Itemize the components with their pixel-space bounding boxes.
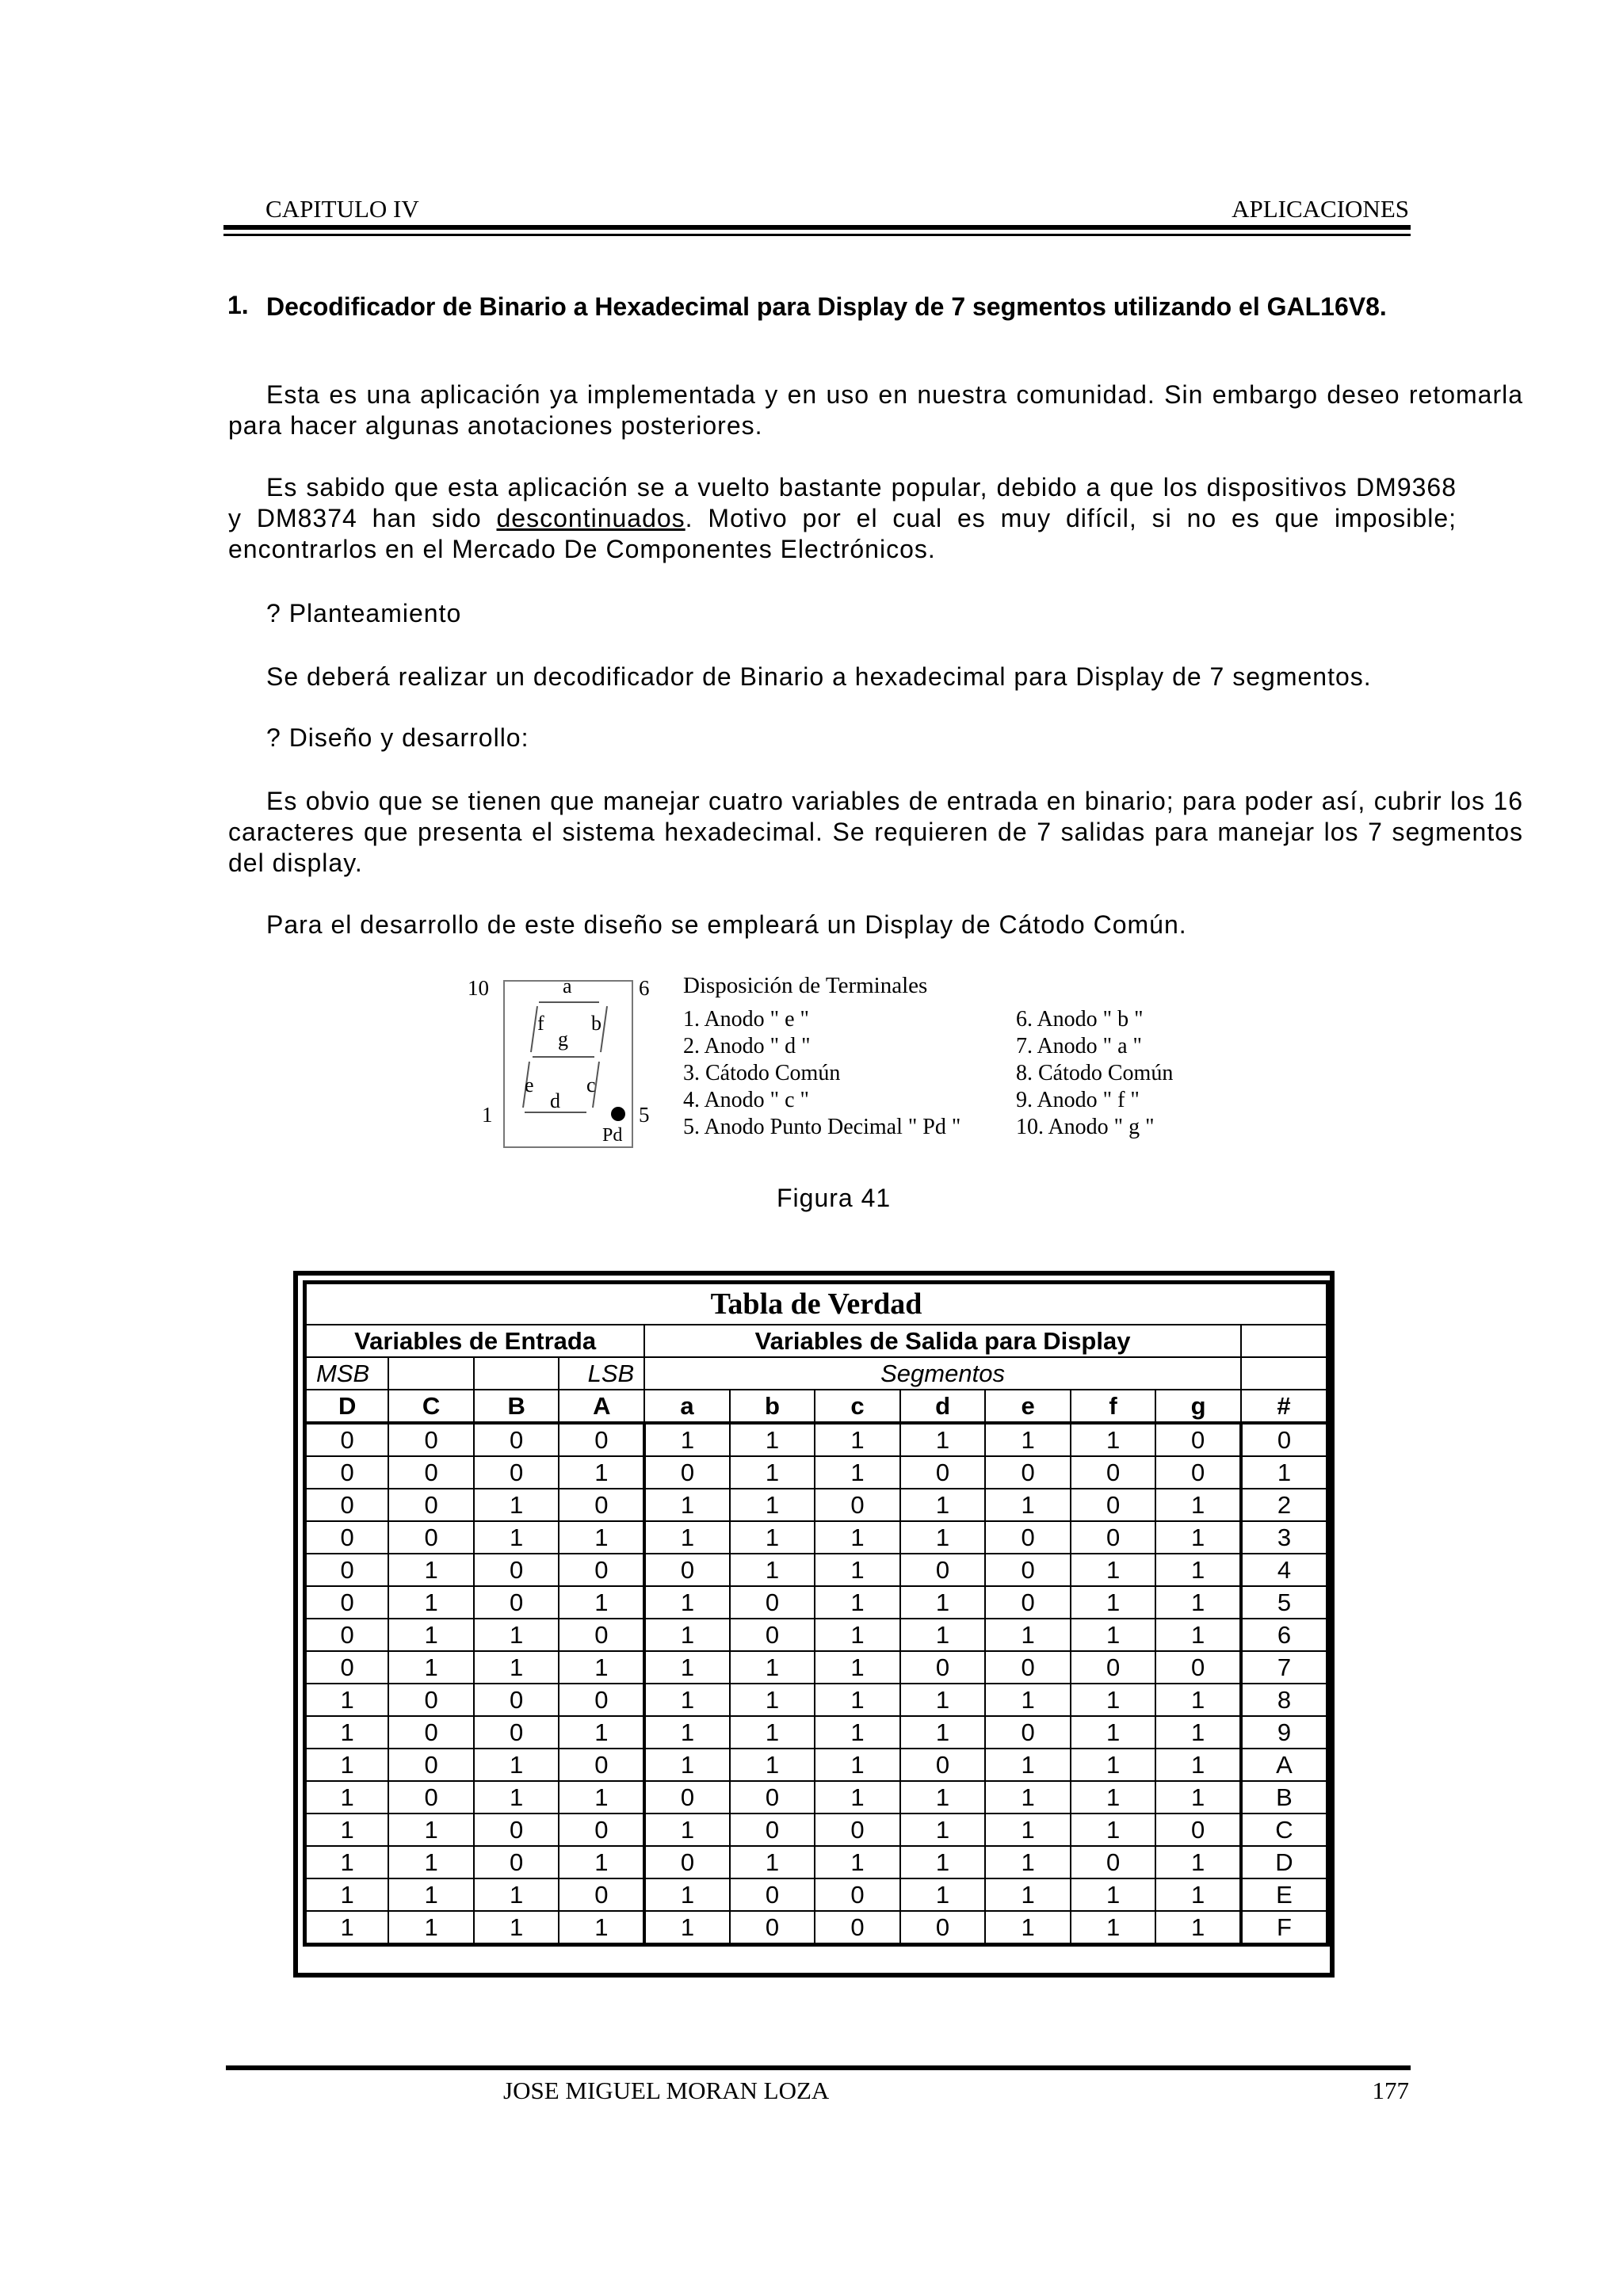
table-cell: 1 (559, 1651, 644, 1684)
underlined-word: descontinuados (496, 504, 685, 532)
table-cell: 0 (1071, 1846, 1156, 1878)
table-row (305, 1716, 1328, 1749)
table-cell: 1 (730, 1749, 815, 1781)
table-cell: 1 (1241, 1456, 1328, 1489)
table-cell: 1 (559, 1456, 644, 1489)
figure-caption: Figura 41 (777, 1184, 892, 1212)
table-cell: 7 (1241, 1651, 1328, 1684)
column-header: C (388, 1390, 474, 1423)
seg-label-e: e (525, 1074, 534, 1097)
table-cell: 1 (559, 1846, 644, 1878)
table-cell: 1 (900, 1521, 986, 1554)
table-cell: 1 (1155, 1716, 1241, 1749)
seg-label-f: f (537, 1012, 544, 1035)
table-cell: 1 (388, 1586, 474, 1619)
header-chapter: CAPITULO IV (265, 195, 419, 223)
table-cell: 1 (1071, 1554, 1156, 1586)
table-cell: 1 (815, 1781, 900, 1814)
blank-header-cell (1241, 1325, 1328, 1357)
table-cell: 0 (474, 1846, 559, 1878)
table-cell: 1 (388, 1814, 474, 1846)
table-cell: 0 (1071, 1456, 1156, 1489)
table-cell: 1 (730, 1554, 815, 1586)
table-cell: 0 (900, 1456, 986, 1489)
table-cell: 1 (985, 1814, 1071, 1846)
table-cell: 1 (474, 1911, 559, 1945)
table-cell: 1 (1155, 1911, 1241, 1945)
column-header: g (1155, 1390, 1241, 1423)
table-row (305, 1619, 1328, 1651)
table-cell: 1 (305, 1911, 389, 1945)
table-cell: 1 (815, 1749, 900, 1781)
table-cell: 1 (388, 1911, 474, 1945)
table-cell: 0 (1155, 1651, 1241, 1684)
table-cell: 1 (305, 1684, 389, 1716)
input-group-header: Variables de Entrada (305, 1325, 645, 1357)
table-cell: 1 (644, 1878, 730, 1911)
column-header: B (474, 1390, 559, 1423)
decimal-point (611, 1107, 625, 1121)
table-cell: 0 (559, 1684, 644, 1716)
table-cell: 0 (644, 1456, 730, 1489)
table-cell: 1 (730, 1651, 815, 1684)
msb-label: MSB (305, 1357, 389, 1390)
table-cell: 1 (1155, 1846, 1241, 1878)
table-title: Tabla de Verdad (305, 1283, 1328, 1325)
table-cell: F (1241, 1911, 1328, 1945)
table-row (305, 1749, 1328, 1781)
segments-label: Segmentos (644, 1357, 1241, 1390)
table-cell: 1 (1071, 1619, 1156, 1651)
table-cell: 5 (1241, 1586, 1328, 1619)
table-cell: 0 (815, 1911, 900, 1945)
table-cell: 1 (900, 1716, 986, 1749)
table-cell: 0 (388, 1489, 474, 1521)
table-cell: 0 (559, 1878, 644, 1911)
table-cell: 1 (815, 1619, 900, 1651)
table-cell: 1 (1155, 1619, 1241, 1651)
table-cell: 8 (1241, 1684, 1328, 1716)
table-cell: 0 (985, 1554, 1071, 1586)
table-cell: 0 (388, 1456, 474, 1489)
table-cell: 0 (815, 1814, 900, 1846)
table-row (305, 1489, 1328, 1521)
table-cell: 0 (900, 1651, 986, 1684)
table-cell: 1 (985, 1489, 1071, 1521)
table-row (305, 1423, 1328, 1456)
table-cell: 1 (730, 1716, 815, 1749)
table-cell: 1 (388, 1554, 474, 1586)
table-cell: 1 (730, 1684, 815, 1716)
table-cell: 6 (1241, 1619, 1328, 1651)
table-cell: 1 (985, 1846, 1071, 1878)
table-cell: 1 (1071, 1781, 1156, 1814)
pin-label-5: 5 (639, 1103, 650, 1127)
pin-label-10: 10 (468, 976, 489, 1000)
table-cell: 1 (1155, 1554, 1241, 1586)
table-row (305, 1846, 1328, 1878)
table-row (305, 1878, 1328, 1911)
table-cell: 0 (474, 1716, 559, 1749)
table-cell: 1 (388, 1878, 474, 1911)
table-cell: 0 (474, 1586, 559, 1619)
table-cell: 0 (305, 1651, 389, 1684)
table-cell: 9 (1241, 1716, 1328, 1749)
table-cell: A (1241, 1749, 1328, 1781)
table-cell: 1 (559, 1911, 644, 1945)
table-cell: 1 (815, 1651, 900, 1684)
section-number: 1. (227, 291, 249, 319)
table-cell: 1 (1071, 1911, 1156, 1945)
table-row (305, 1586, 1328, 1619)
table-cell: B (1241, 1781, 1328, 1814)
table-cell: 1 (644, 1521, 730, 1554)
table-cell: 1 (815, 1684, 900, 1716)
column-header: a (644, 1390, 730, 1423)
column-header: e (985, 1390, 1071, 1423)
table-cell: C (1241, 1814, 1328, 1846)
table-cell: 0 (730, 1781, 815, 1814)
table-cell: 1 (644, 1716, 730, 1749)
table-cell: 1 (1071, 1878, 1156, 1911)
table-row (305, 1651, 1328, 1684)
section-title: Decodificador de Binario a Hexadecimal para Display de 7 segmentos utilizando el GAL16V8. (266, 292, 1387, 321)
table-cell: 0 (900, 1554, 986, 1586)
segment-f (531, 1006, 537, 1052)
table-cell: 0 (730, 1911, 815, 1945)
table-cell: 0 (388, 1684, 474, 1716)
table-cell: 0 (474, 1554, 559, 1586)
table-cell: 0 (644, 1781, 730, 1814)
table-cell: 0 (730, 1586, 815, 1619)
table-cell: 1 (388, 1651, 474, 1684)
table-cell: 1 (815, 1423, 900, 1456)
table-cell: 1 (815, 1521, 900, 1554)
table-cell: 0 (730, 1814, 815, 1846)
table-cell: 0 (900, 1749, 986, 1781)
paragraph-diseno: Es obvio que se tienen que manejar cuatro variables de entrada en binario; para poder así, cubrir los 16 caracteres que presenta el sistema hexadecimal. Se requieren de 7 salidas para manejar los 7 segmentos del display. (228, 787, 1523, 877)
table-cell: 1 (644, 1586, 730, 1619)
table-cell: 0 (559, 1814, 644, 1846)
table-row (305, 1521, 1328, 1554)
column-header: f (1071, 1390, 1156, 1423)
table-cell: 1 (1155, 1878, 1241, 1911)
table-row (305, 1684, 1328, 1716)
table-cell: 1 (305, 1781, 389, 1814)
bullet-diseno: ? Diseño y desarrollo: (266, 723, 529, 752)
footer-author: JOSE MIGUEL MORAN LOZA (503, 2077, 830, 2104)
table-cell: 1 (730, 1489, 815, 1521)
table-cell: 0 (388, 1781, 474, 1814)
table-row (305, 1814, 1328, 1846)
table-cell: 0 (730, 1619, 815, 1651)
page-number: 177 (1372, 2077, 1409, 2104)
table-cell: 0 (1155, 1814, 1241, 1846)
table-cell: 1 (474, 1749, 559, 1781)
table-cell: 1 (900, 1423, 986, 1456)
table-cell: 0 (559, 1423, 644, 1456)
table-cell: 1 (900, 1846, 986, 1878)
table-cell: 0 (985, 1521, 1071, 1554)
seg-label-a: a (563, 974, 572, 997)
table-cell: 0 (305, 1586, 389, 1619)
table-cell: 1 (730, 1456, 815, 1489)
table-cell: 0 (559, 1619, 644, 1651)
table-cell: 1 (388, 1846, 474, 1878)
table-cell: 1 (1155, 1684, 1241, 1716)
column-header: d (900, 1390, 986, 1423)
table-cell: 1 (730, 1423, 815, 1456)
table-cell: 1 (644, 1684, 730, 1716)
terminals-list-right: 6. Anodo " b " 7. Anodo " a " 8. Cátodo Común 9. Anodo " f " 10. Anodo " g " (1016, 1007, 1174, 1139)
table-cell: 0 (1071, 1651, 1156, 1684)
table-cell: 1 (559, 1521, 644, 1554)
seg-label-g: g (558, 1028, 568, 1051)
paragraph-intro: Esta es una aplicación ya implementada y en uso en nuestra comunidad. Sin embargo deseo retomarla para hacer algunas anotaciones posteriores. (228, 380, 1523, 440)
table-cell: 1 (815, 1456, 900, 1489)
pin-label-1: 1 (482, 1103, 493, 1127)
table-cell: 1 (1155, 1521, 1241, 1554)
table-cell: 1 (900, 1586, 986, 1619)
table-cell: 1 (1071, 1586, 1156, 1619)
blank-cell (474, 1357, 559, 1390)
table-cell: 0 (985, 1456, 1071, 1489)
blank-cell (388, 1357, 474, 1390)
footer-rule (226, 2065, 1411, 2070)
table-cell: 1 (900, 1814, 986, 1846)
table-cell: 1 (305, 1878, 389, 1911)
column-header: # (1241, 1390, 1328, 1423)
table-cell: 1 (644, 1814, 730, 1846)
table-cell: 1 (815, 1846, 900, 1878)
table-cell: 1 (644, 1749, 730, 1781)
header-rule (223, 225, 1411, 230)
table-cell: 1 (985, 1684, 1071, 1716)
lsb-label: LSB (559, 1357, 644, 1390)
table-cell: 0 (305, 1521, 389, 1554)
table-cell: 0 (1241, 1423, 1328, 1456)
table-cell: 0 (815, 1878, 900, 1911)
table-cell: 1 (900, 1619, 986, 1651)
table-cell: 1 (1071, 1814, 1156, 1846)
paragraph-display: Para el desarrollo de este diseño se empleará un Display de Cátodo Común. (266, 910, 1187, 939)
terminals-list-left: 1. Anodo " e " 2. Anodo " d " 3. Cátodo Común 4. Anodo " c " 5. Anodo Punto Decimal " Pd " (683, 1007, 961, 1139)
table-cell: 1 (985, 1423, 1071, 1456)
seg-label-d: d (550, 1089, 560, 1112)
table-cell: 1 (730, 1846, 815, 1878)
table-cell: 1 (474, 1781, 559, 1814)
table-cell: 4 (1241, 1554, 1328, 1586)
table-cell: 1 (900, 1684, 986, 1716)
table-cell: 0 (305, 1489, 389, 1521)
truth-table (303, 1280, 1330, 1947)
table-cell: 1 (305, 1749, 389, 1781)
table-cell: 0 (305, 1423, 389, 1456)
blank-cell (1241, 1357, 1328, 1390)
paragraph-planteamiento: Se deberá realizar un decodificador de Binario a hexadecimal para Display de 7 segmentos. (266, 662, 1372, 691)
header-section: APLICACIONES (1232, 195, 1409, 223)
table-cell: 1 (900, 1878, 986, 1911)
table-cell: 0 (644, 1554, 730, 1586)
column-header-row (305, 1390, 1328, 1423)
table-cell: 1 (474, 1521, 559, 1554)
table-cell: 1 (815, 1554, 900, 1586)
table-cell: 1 (900, 1489, 986, 1521)
table-cell: 1 (1071, 1684, 1156, 1716)
table-cell: 1 (985, 1619, 1071, 1651)
table-cell: 1 (985, 1781, 1071, 1814)
table-cell: 3 (1241, 1521, 1328, 1554)
seven-segment-diagram (460, 973, 666, 1155)
table-cell: 0 (1071, 1521, 1156, 1554)
seg-label-b: b (591, 1012, 601, 1035)
table-cell: 1 (1155, 1586, 1241, 1619)
table-cell: 1 (474, 1619, 559, 1651)
table-cell: 1 (1071, 1716, 1156, 1749)
table-cell: 0 (559, 1489, 644, 1521)
terminals-title: Disposición de Terminales (683, 973, 928, 998)
table-cell: 0 (388, 1423, 474, 1456)
table-cell: 0 (474, 1456, 559, 1489)
column-header: A (559, 1390, 644, 1423)
table-cell: 0 (388, 1716, 474, 1749)
table-cell: 1 (1155, 1749, 1241, 1781)
table-cell: 1 (730, 1521, 815, 1554)
table-cell: 1 (559, 1781, 644, 1814)
table-cell: 1 (1071, 1749, 1156, 1781)
pin-label-6: 6 (639, 976, 650, 1000)
table-cell: 0 (985, 1716, 1071, 1749)
column-header: D (305, 1390, 389, 1423)
table-row (305, 1911, 1328, 1945)
table-cell: 1 (305, 1716, 389, 1749)
table-cell: 0 (474, 1684, 559, 1716)
table-cell: 0 (900, 1911, 986, 1945)
table-cell: 0 (474, 1423, 559, 1456)
table-cell: 0 (388, 1521, 474, 1554)
table-cell: D (1241, 1846, 1328, 1878)
bullet-planteamiento: ? Planteamiento (266, 599, 462, 627)
table-cell: 1 (474, 1651, 559, 1684)
table-cell: 1 (388, 1619, 474, 1651)
output-group-header: Variables de Salida para Display (644, 1325, 1241, 1357)
table-cell: 0 (815, 1489, 900, 1521)
seg-label-pd: Pd (602, 1125, 623, 1146)
table-cell: 0 (388, 1749, 474, 1781)
table-cell: 1 (1155, 1781, 1241, 1814)
table-cell: 0 (1155, 1423, 1241, 1456)
segment-b (601, 1006, 607, 1052)
table-cell: 1 (985, 1878, 1071, 1911)
table-cell: 0 (305, 1456, 389, 1489)
paragraph-context: Es sabido que esta aplicación se a vuelto bastante popular, debido a que los dispositivos DM9368 y DM8374 han sido descontinuados. Motivo por el cual es muy difícil, si no es que imposible; encontrarlos en el Mercado De Componentes Electrónicos. (228, 473, 1457, 563)
table-cell: 1 (985, 1911, 1071, 1945)
table-cell: 1 (644, 1423, 730, 1456)
table-cell: 1 (559, 1586, 644, 1619)
table-row (305, 1456, 1328, 1489)
seg-label-c: c (586, 1074, 596, 1097)
table-cell: 0 (730, 1878, 815, 1911)
table-cell: 1 (644, 1651, 730, 1684)
table-cell: E (1241, 1878, 1328, 1911)
column-header: c (815, 1390, 900, 1423)
table-cell: 1 (559, 1716, 644, 1749)
table-cell: 1 (644, 1489, 730, 1521)
table-cell: 0 (1155, 1456, 1241, 1489)
table-cell: 1 (474, 1489, 559, 1521)
table-cell: 1 (1155, 1489, 1241, 1521)
table-cell: 1 (900, 1781, 986, 1814)
table-cell: 1 (815, 1716, 900, 1749)
table-row (305, 1781, 1328, 1814)
table-cell: 1 (474, 1878, 559, 1911)
table-cell: 0 (305, 1554, 389, 1586)
table-cell: 1 (644, 1911, 730, 1945)
table-row (305, 1554, 1328, 1586)
table-cell: 0 (985, 1651, 1071, 1684)
table-cell: 0 (305, 1619, 389, 1651)
table-cell: 1 (815, 1586, 900, 1619)
table-cell: 0 (644, 1846, 730, 1878)
table-cell: 2 (1241, 1489, 1328, 1521)
table-cell: 0 (985, 1586, 1071, 1619)
table-cell: 0 (474, 1814, 559, 1846)
table-cell: 1 (985, 1749, 1071, 1781)
table-cell: 0 (559, 1749, 644, 1781)
table-cell: 0 (559, 1554, 644, 1586)
table-cell: 1 (305, 1814, 389, 1846)
table-cell: 1 (1071, 1423, 1156, 1456)
header-rule-thin (223, 234, 1411, 236)
display-outline (504, 981, 632, 1147)
table-cell: 0 (1071, 1489, 1156, 1521)
table-cell: 1 (644, 1619, 730, 1651)
table-cell: 1 (305, 1846, 389, 1878)
column-header: b (730, 1390, 815, 1423)
